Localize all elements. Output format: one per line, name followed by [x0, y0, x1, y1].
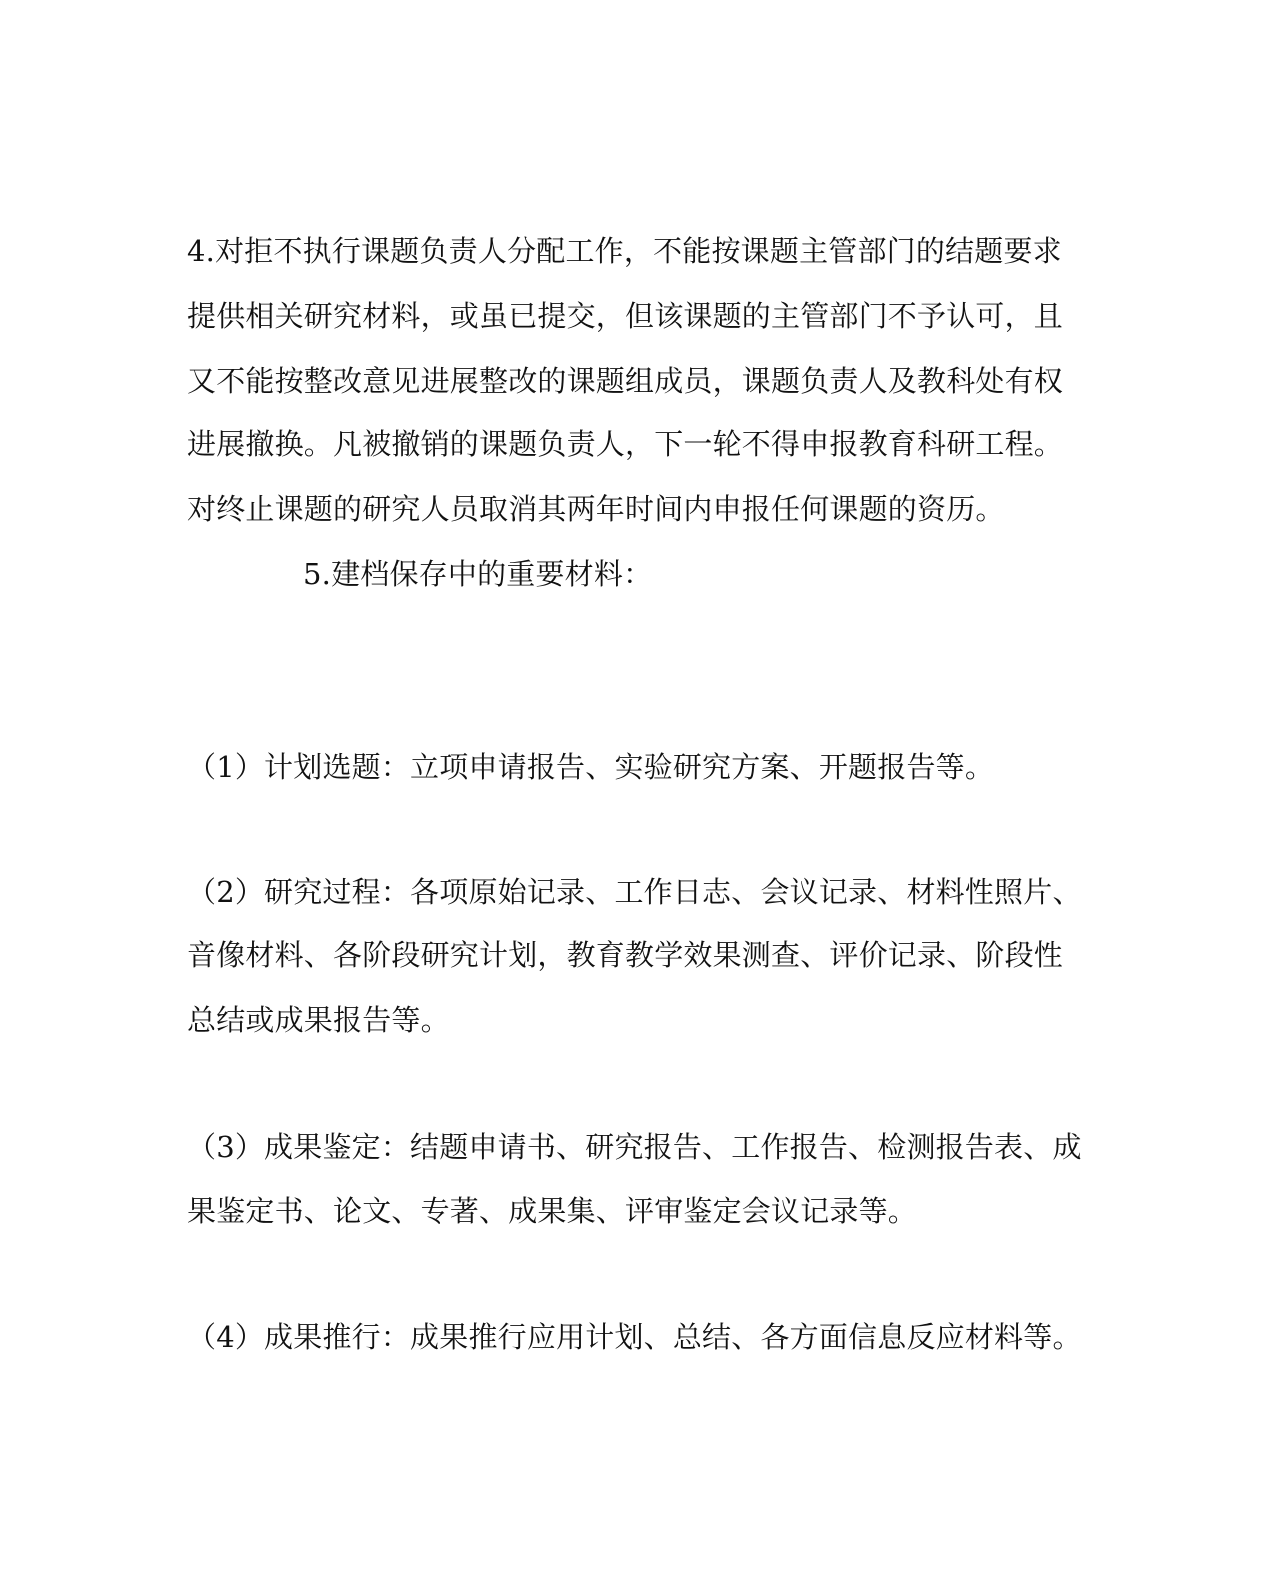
material-3-line-1: （3）成果鉴定：结题申请书、研究报告、工作报告、检测报告表、成 [187, 1130, 1082, 1164]
paragraph-4-line-1: 4.对拒不执行课题负责人分配工作，不能按课题主管部门的结题要求 [187, 234, 1062, 268]
material-2-line-2: 音像材料、各阶段研究计划，教育教学效果测查、评价记录、阶段性 [187, 938, 1064, 972]
material-2-line-3: 总结或成果报告等。 [187, 1003, 450, 1037]
material-4-line-1: （4）成果推行：成果推行应用计划、总结、各方面信息反应材料等。 [187, 1320, 1082, 1354]
paragraph-4-line-2: 提供相关研究材料，或虽已提交，但该课题的主管部门不予认可，且 [187, 299, 1064, 333]
material-3-line-2: 果鉴定书、论文、专著、成果集、评审鉴定会议记录等。 [187, 1194, 918, 1228]
material-1-line-1: （1）计划选题：立项申请报告、实验研究方案、开题报告等。 [187, 750, 995, 784]
paragraph-4-line-3: 又不能按整改意见进展整改的课题组成员，课题负责人及教科处有权 [187, 364, 1064, 398]
paragraph-4-line-5: 对终止课题的研究人员取消其两年时间内申报任何课题的资历。 [187, 492, 1005, 526]
material-2-line-1: （2）研究过程：各项原始记录、工作日志、会议记录、材料性照片、 [187, 875, 1082, 909]
paragraph-4-line-4: 进展撤换。凡被撤销的课题负责人，下一轮不得申报教育科研工程。 [187, 427, 1064, 461]
section-5-heading: 5.建档保存中的重要材料： [303, 557, 653, 591]
